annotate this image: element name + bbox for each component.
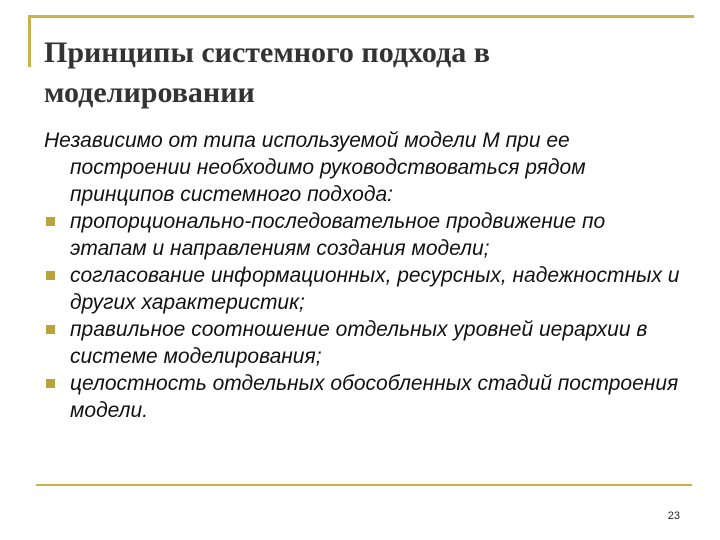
list-item: [44, 370, 684, 424]
list-item-text: целостность отдельных обособленных стадий построения модели.: [70, 372, 679, 422]
square-bullet-icon: [46, 271, 55, 280]
list-item: [44, 316, 684, 370]
intro-paragraph: Независимо от типа используемой модели М при ее построении необходимо руководствоваться рядом принципов системного подхода:: [44, 129, 586, 206]
principles-list: [44, 208, 684, 424]
list-item-text: пропорционально-последовательное продвижение по этапам и направлениям создания модели;: [70, 210, 606, 260]
left-border-line: [28, 15, 31, 67]
list-item-text: правильное соотношение отдельных уровней иерархии в системе моделирования;: [70, 318, 648, 368]
page-number: 23: [667, 510, 680, 522]
square-bullet-icon: [46, 217, 55, 226]
top-border-line: [30, 15, 694, 18]
slide-content: [44, 127, 684, 424]
square-bullet-icon: [46, 379, 55, 388]
list-item-text: согласование информационных, ресурсных, надежностных и других характеристик;: [70, 264, 680, 314]
list-item: [44, 262, 684, 316]
list-item: [44, 208, 684, 262]
bottom-border-line: [36, 484, 692, 486]
slide-title: Принципы системного подхода в моделировании: [44, 36, 490, 109]
square-bullet-icon: [46, 325, 55, 334]
